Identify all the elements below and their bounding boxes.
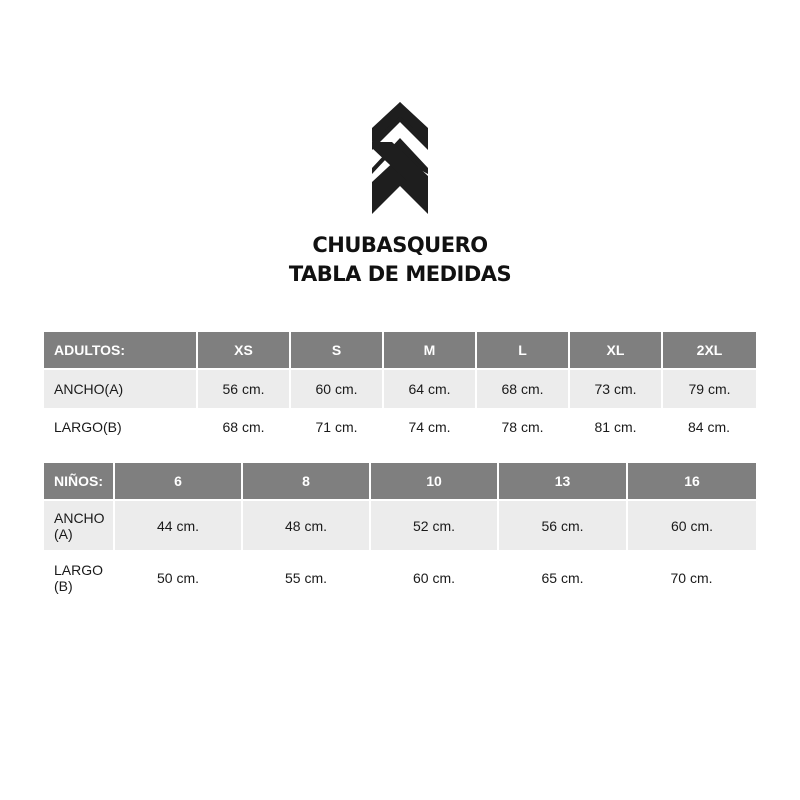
size-header: 8 — [242, 463, 370, 499]
table-cell: 70 cm. — [627, 550, 756, 605]
table-cell: 44 cm. — [114, 501, 242, 550]
table-cell: 50 cm. — [114, 550, 242, 605]
adults-header-row — [44, 332, 756, 368]
table-cell: 71 cm. — [290, 408, 383, 446]
table-cell: 68 cm. — [476, 370, 569, 408]
chevron-brand-logo-icon — [372, 102, 428, 214]
table-cell: 84 cm. — [662, 408, 756, 446]
size-header: L — [476, 332, 569, 368]
table-cell: 56 cm. — [197, 370, 290, 408]
adults-label: ADULTOS: — [44, 332, 197, 368]
table-row — [44, 550, 756, 605]
table-cell: 56 cm. — [498, 501, 627, 550]
adults-size-table — [44, 332, 756, 446]
table-row — [44, 501, 756, 550]
table-cell: 79 cm. — [662, 370, 756, 408]
table-cell: 60 cm. — [627, 501, 756, 550]
size-header: S — [290, 332, 383, 368]
table-cell: 81 cm. — [569, 408, 662, 446]
table-cell: 64 cm. — [383, 370, 476, 408]
table-cell: 60 cm. — [370, 550, 498, 605]
table-cell: 73 cm. — [569, 370, 662, 408]
size-header: 10 — [370, 463, 498, 499]
size-header: 16 — [627, 463, 756, 499]
size-header: 2XL — [662, 332, 756, 368]
row-label: LARGO(B) — [44, 408, 197, 446]
size-header: 13 — [498, 463, 627, 499]
row-label: ANCHO(A) — [44, 370, 197, 408]
table-row — [44, 408, 756, 446]
page-subtitle: TABLA DE MEDIDAS — [288, 262, 512, 286]
size-header: M — [383, 332, 476, 368]
table-cell: 65 cm. — [498, 550, 627, 605]
size-header: 6 — [114, 463, 242, 499]
table-cell: 52 cm. — [370, 501, 498, 550]
table-row — [44, 370, 756, 408]
table-cell: 74 cm. — [383, 408, 476, 446]
kids-label: NIÑOS: — [44, 463, 114, 499]
table-cell: 78 cm. — [476, 408, 569, 446]
row-label: ANCHO (A) — [44, 501, 114, 550]
table-cell: 60 cm. — [290, 370, 383, 408]
kids-header-row — [44, 463, 756, 499]
size-header: XS — [197, 332, 290, 368]
kids-size-table — [44, 463, 756, 605]
size-header: XL — [569, 332, 662, 368]
page-title: CHUBASQUERO — [312, 233, 488, 257]
table-cell: 68 cm. — [197, 408, 290, 446]
row-label: LARGO (B) — [44, 550, 114, 605]
table-cell: 55 cm. — [242, 550, 370, 605]
table-cell: 48 cm. — [242, 501, 370, 550]
